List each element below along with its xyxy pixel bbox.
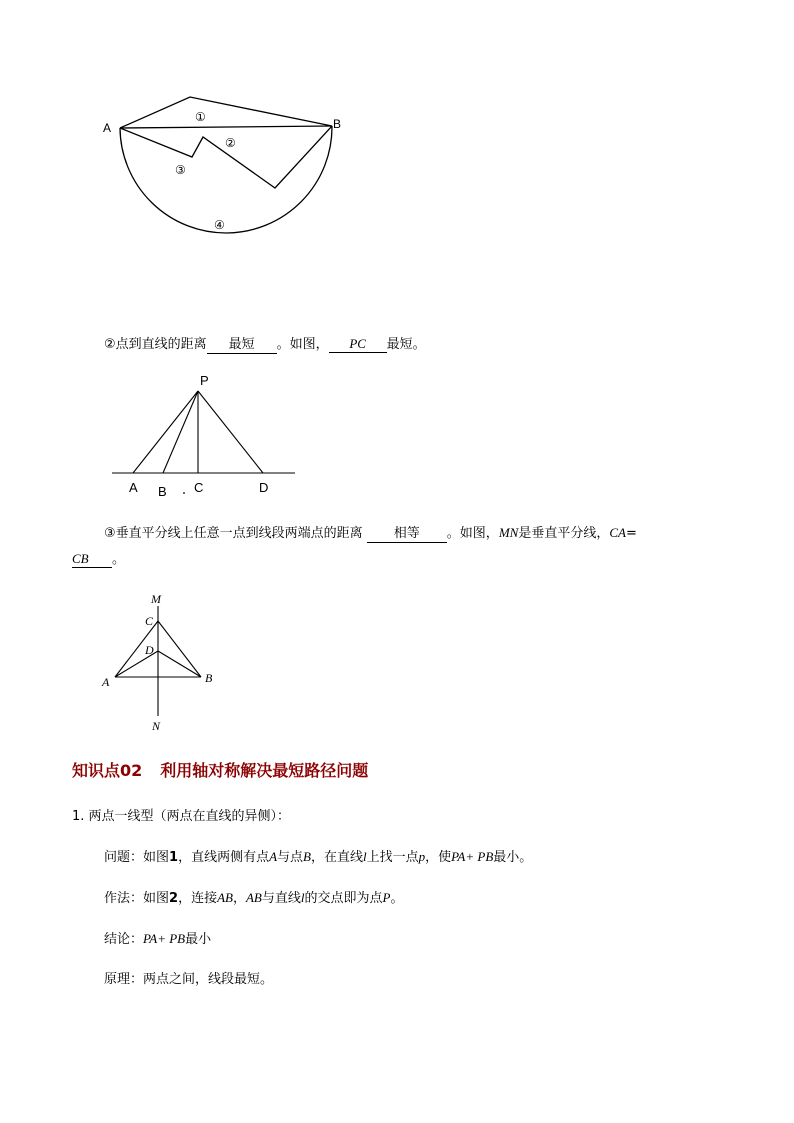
- answer-blank-pc: PC: [329, 336, 387, 353]
- question-line-l: l: [363, 849, 367, 864]
- figure-perpendicular-bisector: [95, 588, 225, 738]
- question-fig-num: 1: [169, 850, 179, 865]
- path-1-polyline: [120, 97, 332, 128]
- label-a: A: [102, 675, 110, 689]
- method-segment-ab-2: AB: [245, 890, 262, 905]
- method-fig-num: 2: [169, 891, 179, 906]
- principle-line: [104, 971, 273, 989]
- answer-blank-cb: CB: [72, 551, 112, 568]
- conclusion-line: [104, 930, 211, 949]
- question-text-a: ，直线两侧有点: [178, 850, 270, 865]
- section-number: 知识点02: [72, 761, 143, 780]
- method-separator: ，: [232, 891, 246, 906]
- item-3-ca: CA: [609, 525, 626, 540]
- question-text-with: 与点: [277, 850, 304, 865]
- label-m: M: [151, 592, 161, 606]
- label-d: D: [259, 480, 269, 495]
- method-text-intersection: 的交点即为点: [304, 891, 383, 906]
- question-expression: PA+ PB: [451, 849, 494, 864]
- item-2-middle: 。如图，: [276, 337, 329, 352]
- type-1-title: [72, 808, 290, 826]
- answer-blank-shortest: 最短: [207, 337, 277, 354]
- label-a: A: [129, 480, 138, 495]
- answer-blank-equal: 相等: [367, 526, 447, 543]
- question-text-online: ，在直线: [311, 850, 364, 865]
- segment-bd: [158, 651, 201, 677]
- label-n: N: [152, 719, 161, 733]
- conclusion-text-min: 最小: [185, 932, 212, 947]
- type-1-title-text: 1. 两点一线型（两点在直线的异侧）：: [72, 809, 291, 824]
- label-p: P: [200, 373, 209, 388]
- item-2-suffix: 最短。: [386, 337, 426, 352]
- item-3-eq: =: [625, 526, 637, 541]
- section-heading: [72, 758, 368, 781]
- method-point-p: P: [382, 890, 391, 905]
- section-title: 利用轴对称解决最短路径问题: [160, 761, 369, 780]
- question-label: 问题：如图: [104, 850, 170, 865]
- dot-marker: [183, 492, 185, 494]
- figure-point-to-line: [105, 368, 305, 503]
- label-a: A: [103, 121, 112, 135]
- label-path-1: ①: [195, 110, 206, 124]
- item-2-line: [104, 336, 426, 354]
- item-3-prefix: ③垂直平分线上任意一点到线段两端点的距离: [104, 526, 363, 541]
- method-label: 作法：如图: [104, 891, 170, 906]
- question-text-find: 上找一点: [366, 850, 419, 865]
- item-3-line-1: [104, 524, 637, 543]
- label-path-3: ③: [175, 163, 186, 177]
- method-text-end: 。: [390, 891, 404, 906]
- principle-text: 原理：两点之间，线段最短。: [104, 972, 274, 987]
- question-text-make: ，使: [425, 850, 452, 865]
- figure-paths-a-to-b: [95, 85, 355, 245]
- segment-bc: [158, 621, 201, 677]
- method-segment-ab-1: AB: [217, 890, 233, 905]
- segment-pb: [163, 391, 198, 473]
- item-2-prefix: ②点到直线的距离: [104, 337, 207, 352]
- label-b: B: [333, 117, 342, 131]
- item-3-suffix: 。: [112, 552, 126, 567]
- method-text-with: 与直线: [261, 891, 301, 906]
- method-line: [104, 889, 404, 908]
- label-path-4: ④: [214, 218, 225, 232]
- item-3-middle1: 。如图，: [446, 526, 499, 541]
- question-point-a: A: [269, 849, 278, 864]
- conclusion-label: 结论：: [104, 932, 144, 947]
- question-point-b: B: [303, 849, 311, 864]
- question-text-min: 最小。: [493, 850, 533, 865]
- label-c: C: [145, 614, 154, 628]
- segment-pa: [133, 391, 198, 473]
- conclusion-expression: PA+ PB: [143, 931, 186, 946]
- item-3-mn: MN: [498, 525, 519, 540]
- segment-pd: [198, 391, 263, 473]
- item-3-line-2: [72, 551, 125, 569]
- segment-ab: [120, 126, 332, 128]
- label-path-2: ②: [225, 136, 236, 150]
- label-d: D: [145, 643, 154, 657]
- method-line-l: l: [300, 890, 305, 905]
- item-3-middle2: 是垂直平分线，: [518, 526, 610, 541]
- label-b: B: [205, 671, 213, 685]
- label-b: B: [158, 484, 167, 499]
- question-line: [104, 848, 532, 867]
- method-text-a: ，连接: [178, 891, 218, 906]
- label-c: C: [194, 480, 204, 495]
- question-point-p: p: [418, 849, 426, 864]
